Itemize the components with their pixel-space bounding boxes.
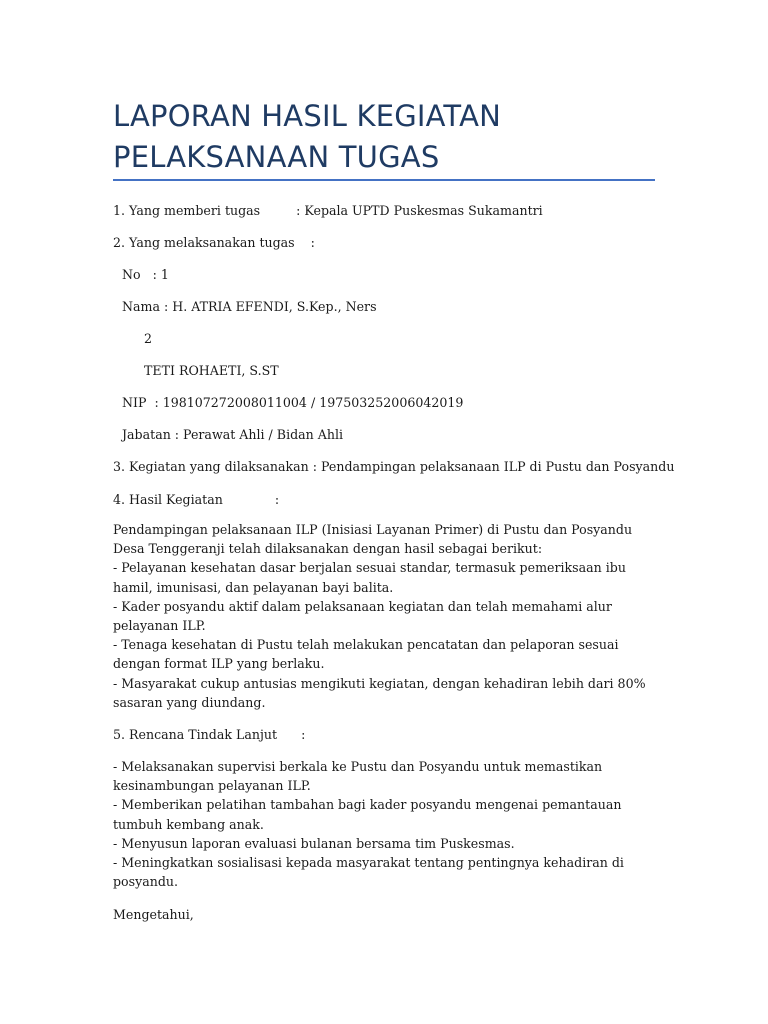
title-underline xyxy=(113,179,655,181)
pelaksana-nip: NIP : 198107272008011004 / 197503252006042019 xyxy=(122,395,464,410)
rencana-point-2: - Memberikan pelatihan tambahan bagi kader posyandu mengenai pemantauan tumbuh kembang anak. xyxy=(113,797,622,832)
hasil-header: 4. Hasil Kegiatan : xyxy=(113,492,280,507)
hasil-kegiatan-body xyxy=(113,520,658,712)
kegiatan-line: 3. Kegiatan yang dilaksanakan : Pendampingan pelaksanaan ILP di Pustu dan Posyandu xyxy=(113,459,675,474)
rencana-point-4: - Meningkatkan sosialisasi kepada masyarakat tentang pentingnya kehadiran di posyandu. xyxy=(113,855,624,890)
pemberi-tugas-line: 1. Yang memberi tugas : Kepala UPTD Puskesmas Sukamantri xyxy=(113,203,543,218)
pelaksana-no: No : 1 xyxy=(122,267,169,282)
title-line-2: PELAKSANAAN TUGAS xyxy=(113,140,440,174)
pelaksana-no-2: 2 xyxy=(144,331,153,346)
closing-text: Mengetahui, xyxy=(113,907,194,922)
rencana-point-1: - Melaksanakan supervisi berkala ke Pustu dan Posyandu untuk memastikan kesinambungan pelayanan ILP. xyxy=(113,759,603,794)
rencana-header: 5. Rencana Tindak Lanjut : xyxy=(113,727,306,742)
pelaksana-nama-2: TETI ROHAETI, S.ST xyxy=(144,363,279,378)
document-title xyxy=(113,96,673,178)
hasil-point-4: - Masyarakat cukup antusias mengikuti kegiatan, dengan kehadiran lebih dari 80% sasaran yang diundang. xyxy=(113,675,646,710)
rencana-tindak-lanjut-body xyxy=(113,757,658,891)
rencana-point-3: - Menyusun laporan evaluasi bulanan bersama tim Puskesmas. xyxy=(113,835,515,851)
hasil-point-3: - Tenaga kesehatan di Pustu telah melakukan pencatatan dan pelaporan sesuai dengan format ILP yang berlaku. xyxy=(113,637,619,672)
hasil-intro: Pendampingan pelaksanaan ILP (Inisiasi Layanan Primer) di Pustu dan Posyandu Desa Tenggeranji telah dilaksanakan dengan hasil sebagai berikut: xyxy=(113,522,633,557)
pelaksana-nama: Nama : H. ATRIA EFENDI, S.Kep., Ners xyxy=(122,299,377,314)
pelaksana-header: 2. Yang melaksanakan tugas : xyxy=(113,235,315,250)
pelaksana-jabatan: Jabatan : Perawat Ahli / Bidan Ahli xyxy=(122,427,344,442)
hasil-point-1: - Pelayanan kesehatan dasar berjalan sesuai standar, termasuk pemeriksaan ibu hamil, imunisasi, dan pelayanan bayi balita. xyxy=(113,560,626,595)
title-line-1: LAPORAN HASIL KEGIATAN xyxy=(113,99,502,133)
hasil-point-2: - Kader posyandu aktif dalam pelaksanaan kegiatan dan telah memahami alur pelayanan ILP. xyxy=(113,598,612,634)
